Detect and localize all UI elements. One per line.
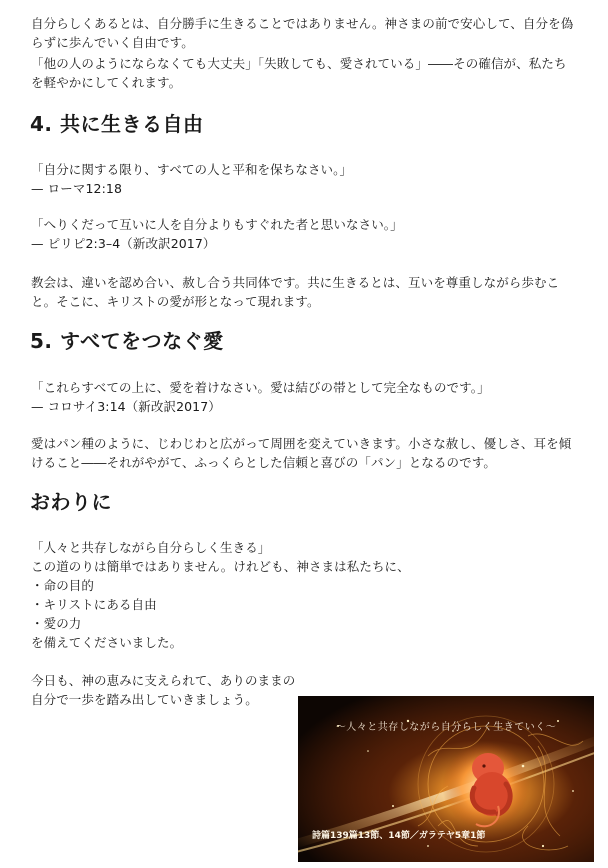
illustration-caption: ～人々と共存しながら自分らしく生きていく～ — [335, 722, 557, 733]
closing-line-2: この道のりは簡単ではありません。けれども、神さまは私たちに、 — [31, 559, 410, 574]
closing-list-item-love: ・愛の力 — [31, 616, 82, 631]
closing-line-3: を備えてくださいました。 — [31, 635, 183, 650]
intro-line-1: 自分らしくあるとは、自分勝手に生きることではありません。神さまの前で安心して、自分を偽 — [31, 16, 574, 31]
section-5-body-line-1: 愛はパン種のように、じわじわと広がって周囲を変えていきます。小さな赦し、優しさ、耳を傾 — [31, 436, 572, 451]
section-4-heading: 4. 共に生きる自由 — [30, 112, 204, 136]
section-4-body-line-2: と。そこに、キリストの愛が形となって現れます。 — [31, 294, 320, 309]
closing-line-5: 自分で一歩を踏み出していきましょう。 — [31, 692, 258, 707]
closing-heading: おわりに — [30, 490, 112, 514]
closing-list-item-freedom: ・キリストにある自由 — [31, 597, 157, 612]
section-4-body-line-1: 教会は、違いを認め合い、赦し合う共同体です。共に生きるとは、互いを尊重しながら歩むこ — [31, 275, 560, 290]
fetus-illustration — [298, 696, 594, 862]
closing-list-item-purpose: ・命の目的 — [31, 578, 95, 593]
section-4-verse-1-text: 「自分に関する限り、すべての人と平和を保ちなさい。」 — [31, 162, 353, 177]
closing-line-1: 「人々と共存しながら自分らしく生きる」 — [31, 540, 271, 555]
section-5-heading: 5. すべてをつなぐ愛 — [30, 329, 224, 353]
section-4-verse-2-text: 「へりくだって互いに人を自分よりもすぐれた者と思いなさい。」 — [31, 217, 403, 232]
section-4-verse-1-ref: — ローマ12:18 — [31, 181, 122, 196]
section-5-verse-ref: — コロサイ3:14（新改訳2017） — [31, 399, 221, 414]
section-4-verse-2-ref: — ピリピ2:3–4（新改訳2017） — [31, 236, 216, 251]
section-5-body-line-2: けること――それがやがて、ふっくらとした信頼と喜びの「パン」となるのです。 — [31, 455, 496, 470]
intro-line-2: らずに歩んでいく自由です。 — [31, 35, 194, 50]
section-5-verse-text: 「これらすべての上に、愛を着けなさい。愛は結びの帯として完全なものです。」 — [31, 380, 490, 395]
closing-line-4: 今日も、神の恵みに支えられて、ありのままの — [31, 673, 296, 688]
intro-line-3: 「他の人のようにならなくても大丈夫」「失敗しても、愛されている」――その確信が、私たち — [31, 56, 567, 71]
intro-line-4: を軽やかにしてくれます。 — [31, 75, 182, 90]
illustration-verse-ref: 詩篇139篇13節、14節／ガラテヤ5章1節 — [312, 831, 486, 841]
